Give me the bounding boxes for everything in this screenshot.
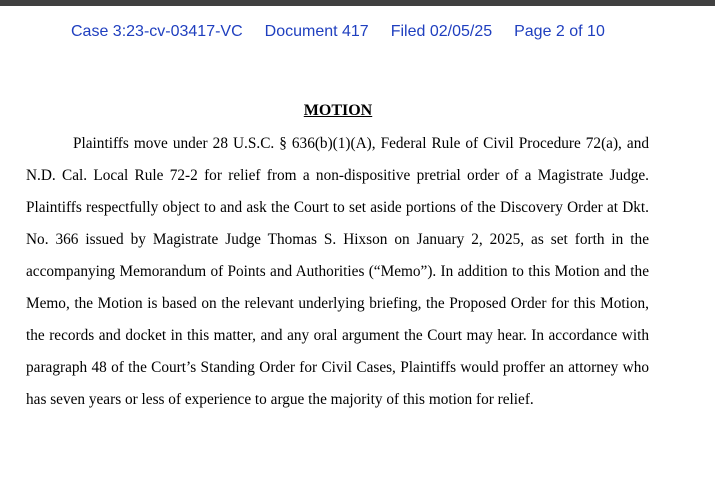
document-number: Document 417 [264, 23, 369, 40]
top-border [0, 0, 715, 6]
filed-date: Filed 02/05/25 [390, 23, 493, 40]
case-number: Case 3:23-cv-03417-VC [71, 23, 243, 40]
page-number: Page 2 of 10 [514, 23, 605, 40]
section-heading: MOTION [303, 102, 373, 119]
body-paragraph: Plaintiffs move under 28 U.S.C. § 636(b)(1)(A), Federal Rule of Civil Procedure 72(a), and N.D. Cal. Local Rule 72-2 for relief from a non-dispositive pretrial order of a Magistrate Judge. Plaintiffs respectfully object to and ask the Court to set aside portions of the Discovery Order at Dkt. No. 366 issued by Magistrate Judge Thomas S. Hixson on January 2, 2025, as set forth in the accompanying Memorandum of Points and Authorities (“Memo”). In addition to this Motion and the Memo, the Motion is based on the relevant underlying briefing, the Proposed Order for this Motion, the records and docket in this matter, and any oral argument the Court may hear. In accordance with paragraph 48 of the Court’s Standing Order for Civil Cases, Plaintiffs would proffer an attorney who has seven years or less of experience to argue the majority of this motion for relief. [26, 135, 649, 408]
case-header [71, 22, 605, 42]
